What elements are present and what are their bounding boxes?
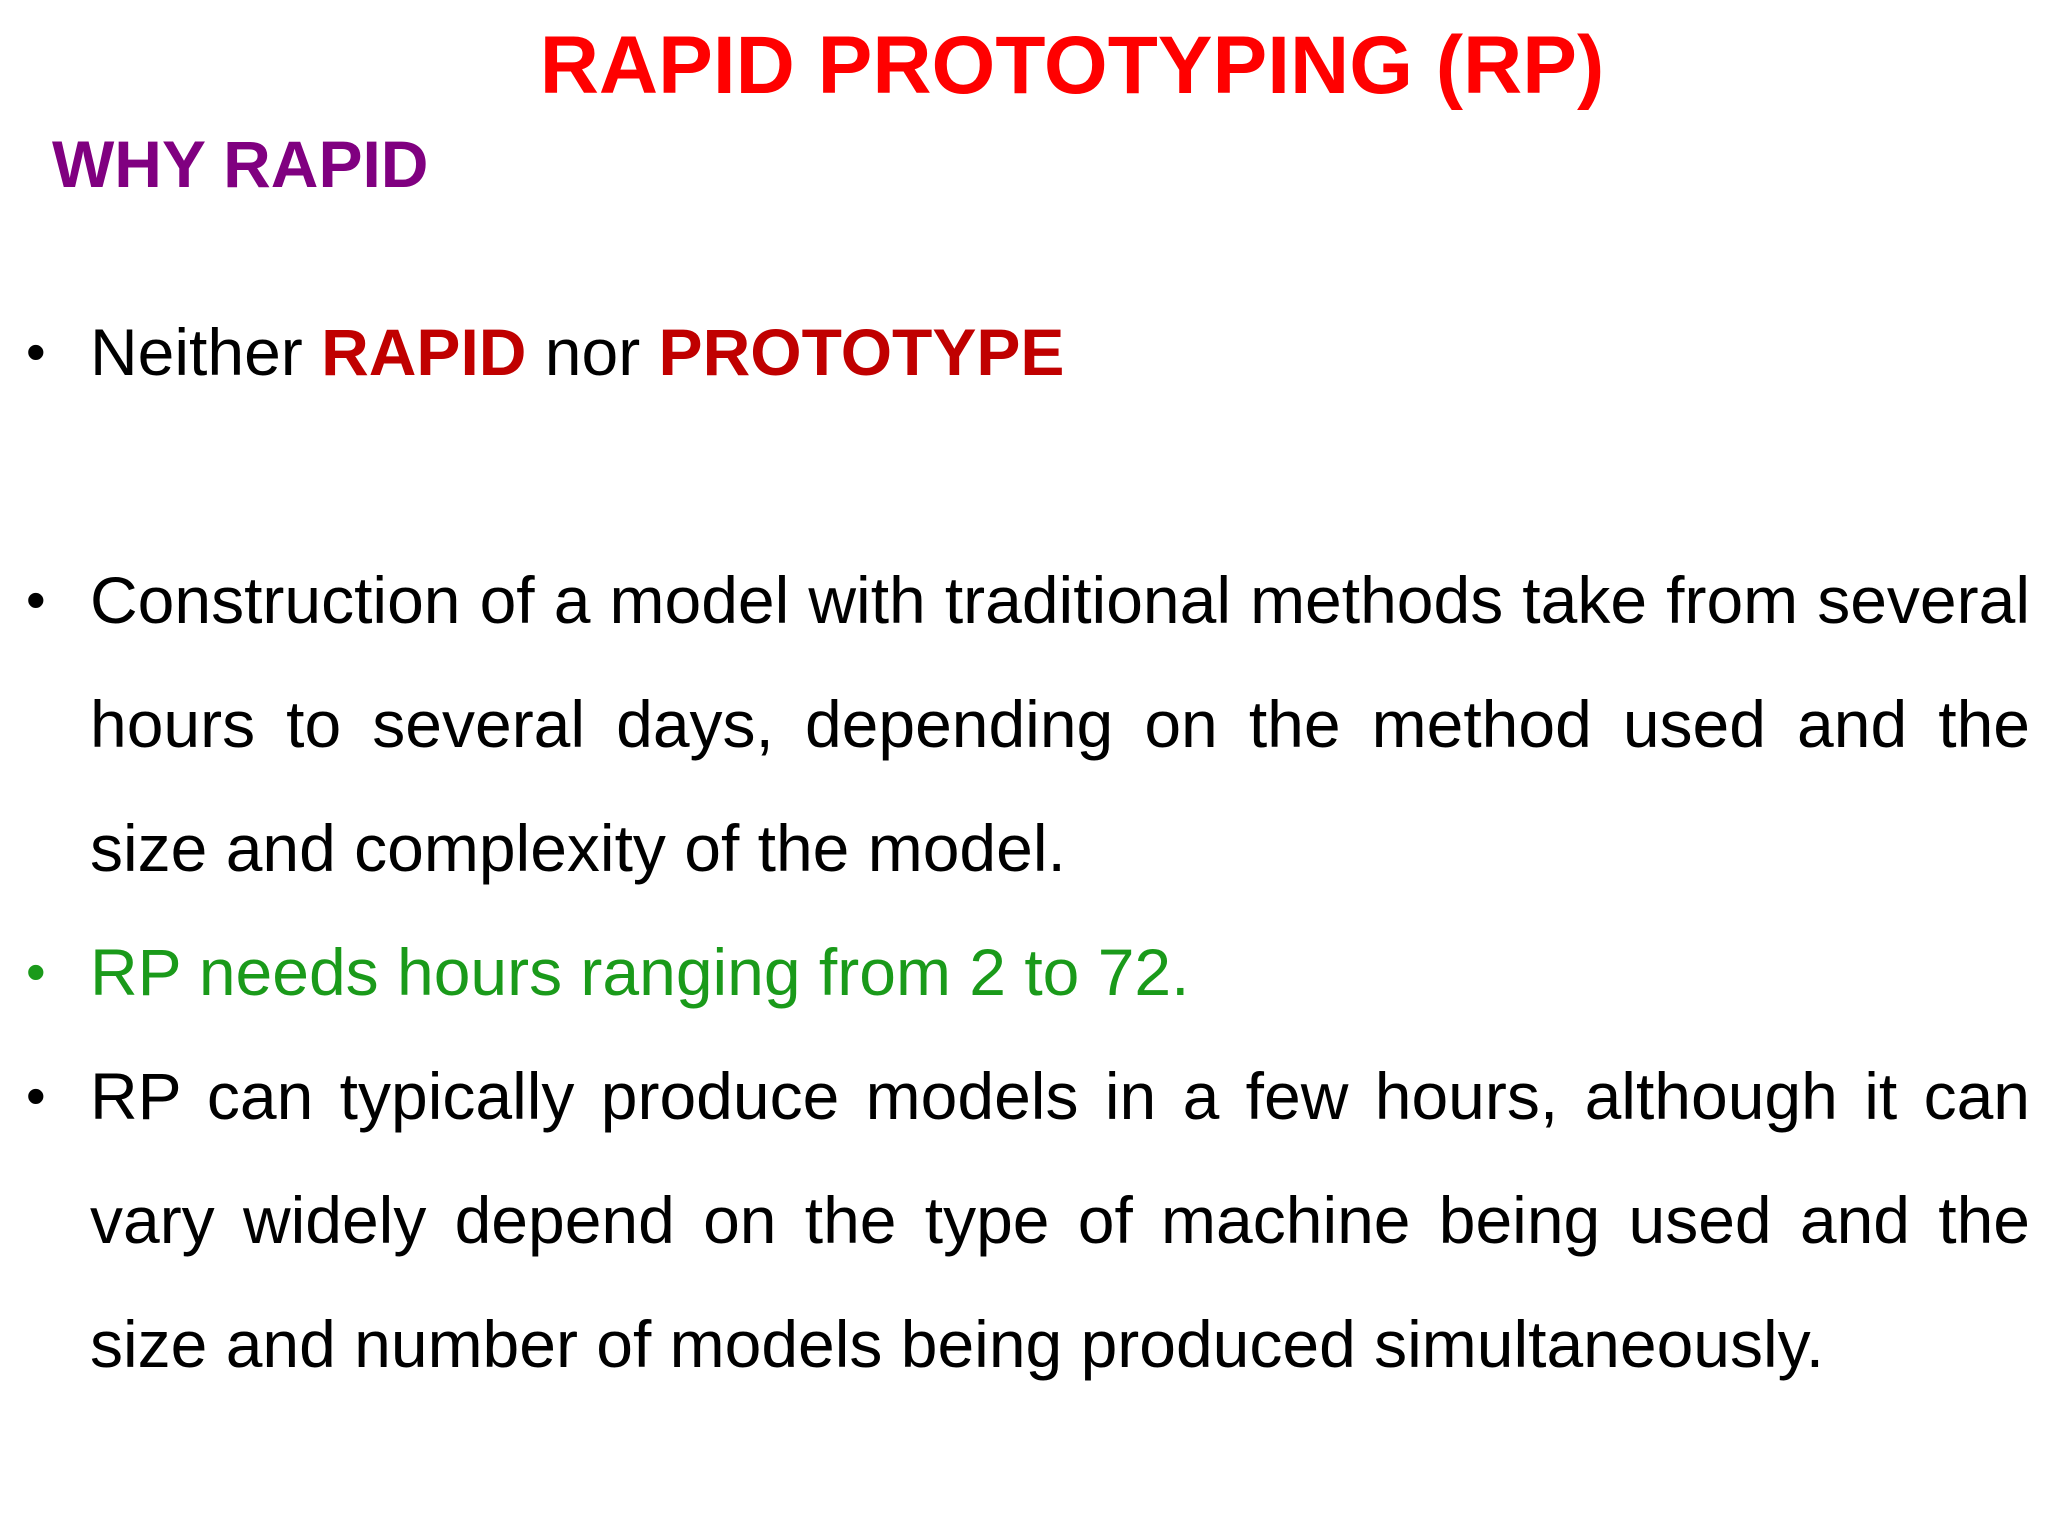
bullet-text	[90, 290, 2030, 414]
highlight-prototype: PROTOTYPE	[658, 315, 1065, 389]
slide-title: RAPID PROTOTYPING (RP)	[539, 20, 1605, 111]
bullet-dot-icon: •	[26, 568, 46, 631]
bullet-dot-icon: •	[26, 320, 46, 383]
bullet-text-part: Neither	[90, 315, 322, 389]
bullet-text: RP needs hours ranging from 2 to 72.	[90, 935, 1190, 1009]
bullet-dot-icon: •	[26, 1064, 46, 1127]
bullet-text: RP can typically produce models in a few hours, although it can vary widely depend on the type of machine being used and the size and number of models being produced simultaneously.	[90, 1059, 2030, 1381]
bullet-text: Construction of a model with traditional methods take from several hours to several days, depending on the method used and the size and complexity of the model.	[90, 563, 2030, 885]
bullet-dot-icon: •	[26, 940, 46, 1003]
highlight-rapid: RAPID	[321, 315, 527, 389]
slide-subtitle: WHY RAPID	[52, 127, 429, 201]
bullet-text-part: nor	[526, 315, 659, 389]
